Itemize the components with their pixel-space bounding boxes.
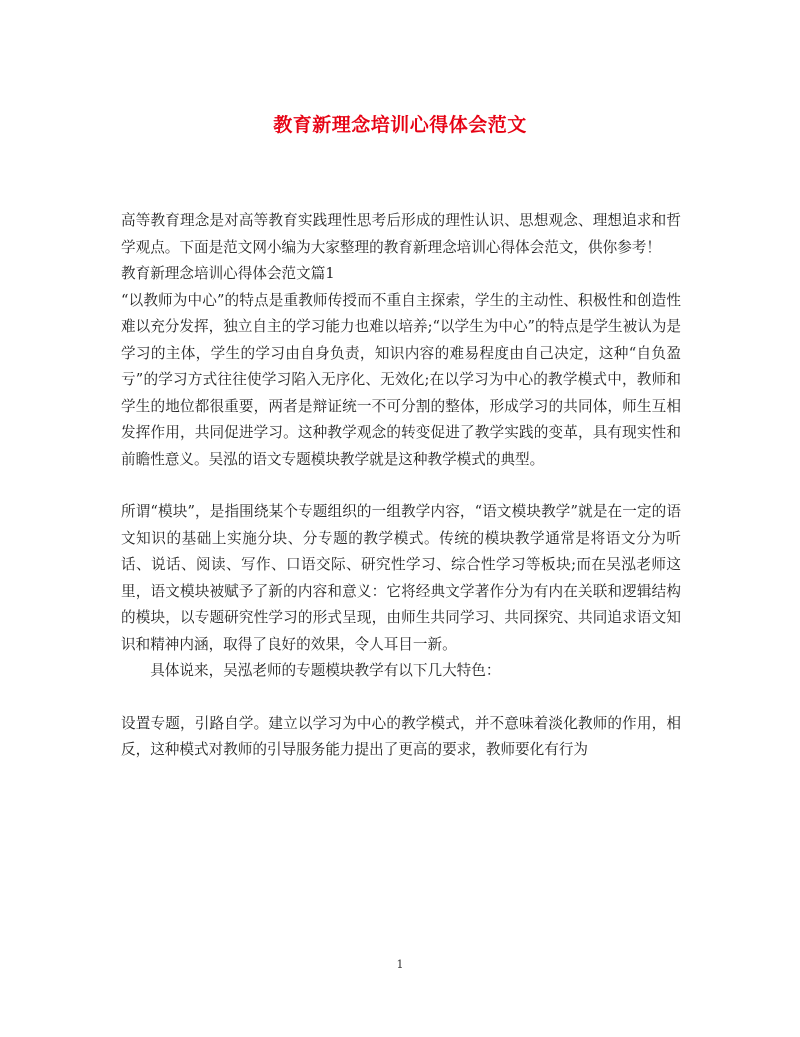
page-number: 1 — [396, 958, 404, 971]
paragraph-gap — [121, 473, 681, 499]
body-paragraph-1: “以教师为中心”的特点是重教师传授而不重自主探索，学生的主动性、积极性和创造性难以充分发挥，独立自主的学习能力也难以培养;“以学生为中心”的特点是学生被认为是学习的主体，学生的学习由自身负责，知识内容的难易程度由自己决定，这种“自负盈亏”的学习方式往往使学习陷入无序化、无效化;在以学习为中心的教学模式中，教师和学生的地位都很重要，两者是辩证统一不可分割的整体，形成学习的共同体，师生互相发挥作用，共同促进学习。这种教学观念的转变促进了教学实践的变革，具有现实性和前瞻性意义。吴泓的语文专题模块教学就是这种教学模式的典型。 — [121, 291, 681, 468]
document-body — [121, 208, 681, 764]
body-paragraph-3: 具体说来，吴泓老师的专题模块教学有以下几大特色： — [150, 662, 501, 679]
section-heading: 教育新理念培训心得体会范文篇1 — [121, 265, 335, 282]
intro-paragraph: 高等教育理念是对高等教育实践理性思考后形成的理性认识、思想观念、理想追求和哲学观点。下面是范文网小编为大家整理的教育新理念培训心得体会范文，供你参考！ — [121, 212, 681, 256]
body-paragraph-4: 设置专题，引路自学。建立以学习为中心的教学模式，并不意味着淡化教师的作用，相反，这种模式对教师的引导服务能力提出了更高的要求，教师要化有行为 — [121, 714, 681, 758]
document-title: 教育新理念培训心得体会范文 — [273, 114, 527, 136]
paragraph-gap — [121, 685, 681, 711]
body-paragraph-2: 所谓“模块”，是指围绕某个专题组织的一组教学内容，“语文模块教学”就是在一定的语文知识的基础上实施分块、分专题的教学模式。传统的模块教学通常是将语文分为听话、说话、阅读、写作、口语交际、研究性学习、综合性学习等板块;而在吴泓老师这里，语文模块被赋予了新的内容和意义：它将经典文学著作分为有内在关联和逻辑结构的模块，以专题研究性学习的形式呈现，由师生共同学习、共同探究、共同追求语文知识和精神内涵，取得了良好的效果，令人耳目一新。 — [121, 503, 681, 653]
